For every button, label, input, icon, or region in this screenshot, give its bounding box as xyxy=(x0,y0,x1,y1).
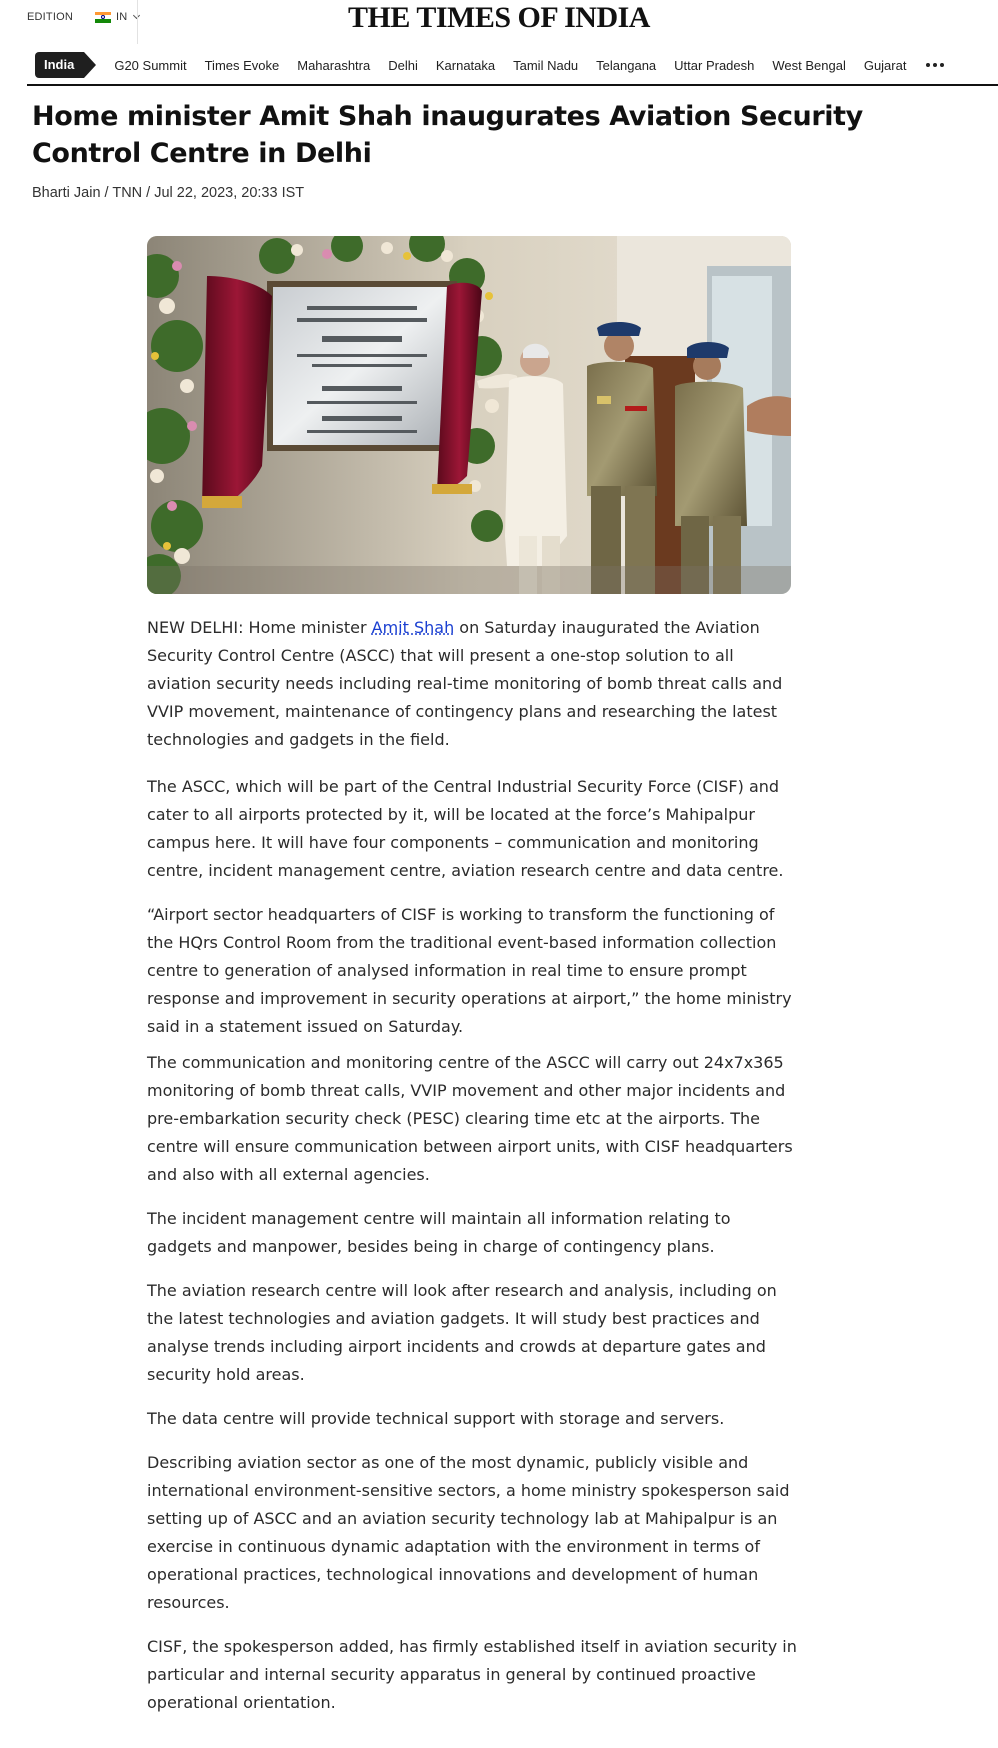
site-logo[interactable]: THE TIMES OF INDIA xyxy=(348,1,650,34)
paragraph: The incident management centre will maintain all information relating to gadgets and manpower, besides being in charge of contingency plans. xyxy=(147,1209,731,1256)
nav-item-west-bengal[interactable]: West Bengal xyxy=(772,57,846,73)
section-nav xyxy=(27,46,998,86)
edition-value: IN xyxy=(116,11,128,23)
nav-item-uttar-pradesh[interactable]: Uttar Pradesh xyxy=(674,57,755,73)
nav-item-telangana[interactable]: Telangana xyxy=(596,57,657,73)
paragraph xyxy=(147,614,797,754)
article-body xyxy=(147,614,797,1717)
paragraph: “Airport sector headquarters of CISF is working to transform the functioning of the HQrs Control Room from the traditional event-based information collection centre to generation of analysed information in real time to ensure prompt response and improvement in security operations at airport,” the home ministry said in a statement issued on Saturday. xyxy=(147,905,792,1036)
paragraph: CISF, the spokesperson added, has firmly established itself in aviation security in particular and internal security apparatus in general by continued proactive operational orientation. xyxy=(147,1637,797,1712)
paragraph: The communication and monitoring centre of the ASCC will carry out 24x7x365 monitoring of bomb threat calls, VVIP movement and other major incidents and pre-embarkation security check (PESC) clearing time etc at the airports. The centre will ensure communication between airport units, with CISF headquarters and also with all external agencies. xyxy=(147,1053,793,1184)
nav-item-maharashtra[interactable]: Maharashtra xyxy=(297,57,371,73)
nav-item-karnataka[interactable]: Karnataka xyxy=(435,57,496,73)
amit-shah-link[interactable]: Amit Shah xyxy=(371,618,455,637)
nav-item-times-evoke[interactable]: Times Evoke xyxy=(204,57,280,73)
edition-label: EDITION xyxy=(27,11,74,23)
paragraph: The data centre will provide technical support with storage and servers. xyxy=(147,1409,725,1428)
nav-item-g20-summit[interactable]: G20 Summit xyxy=(114,57,187,73)
ellipsis-icon[interactable] xyxy=(926,63,944,67)
paragraph: The aviation research centre will look after research and analysis, including on the latest technologies and aviation gadgets. It will study best practices and analyse trends including airport incidents and crowds at departure gates and security hold areas. xyxy=(147,1281,777,1384)
article-byline: Bharti Jain / TNN / Jul 22, 2023, 20:33 IST xyxy=(32,185,305,201)
article-headline: Home minister Amit Shah inaugurates Aviation Security Control Centre in Delhi xyxy=(32,101,863,169)
paragraph: The ASCC, which will be part of the Central Industrial Security Force (CISF) and cater to all airports protected by it, will be located at the force’s Mahipalpur campus here. It will have four components – communication and monitoring centre, incident management centre, aviation research centre and data centre. xyxy=(147,777,784,880)
article-hero-image xyxy=(147,236,791,594)
nav-item-tamil-nadu[interactable]: Tamil Nadu xyxy=(513,57,579,73)
paragraph-text: NEW DELHI: Home minister xyxy=(147,618,372,637)
nav-item-gujarat[interactable]: Gujarat xyxy=(863,57,907,73)
nav-tag-india[interactable]: India xyxy=(35,52,84,78)
paragraph-text: on Saturday inaugurated the Aviation Security Control Centre (ASCC) that will present a one-stop solution to all aviation security needs including real-time monitoring of bomb threat calls and VVIP movement, maintenance of contingency plans and researching the latest technologies and gadgets in the field. xyxy=(147,618,783,749)
paragraph: Describing aviation sector as one of the most dynamic, publicly visible and international environment-sensitive sectors, a home ministry spokesperson said setting up of ASCC and an aviation security technology lab at Mahipalpur is an exercise in continuous dynamic adaptation with the environment in terms of operational practices, technological innovations and development of human resources. xyxy=(147,1453,790,1612)
top-bar xyxy=(0,0,998,44)
nav-item-delhi[interactable]: Delhi xyxy=(388,57,418,73)
